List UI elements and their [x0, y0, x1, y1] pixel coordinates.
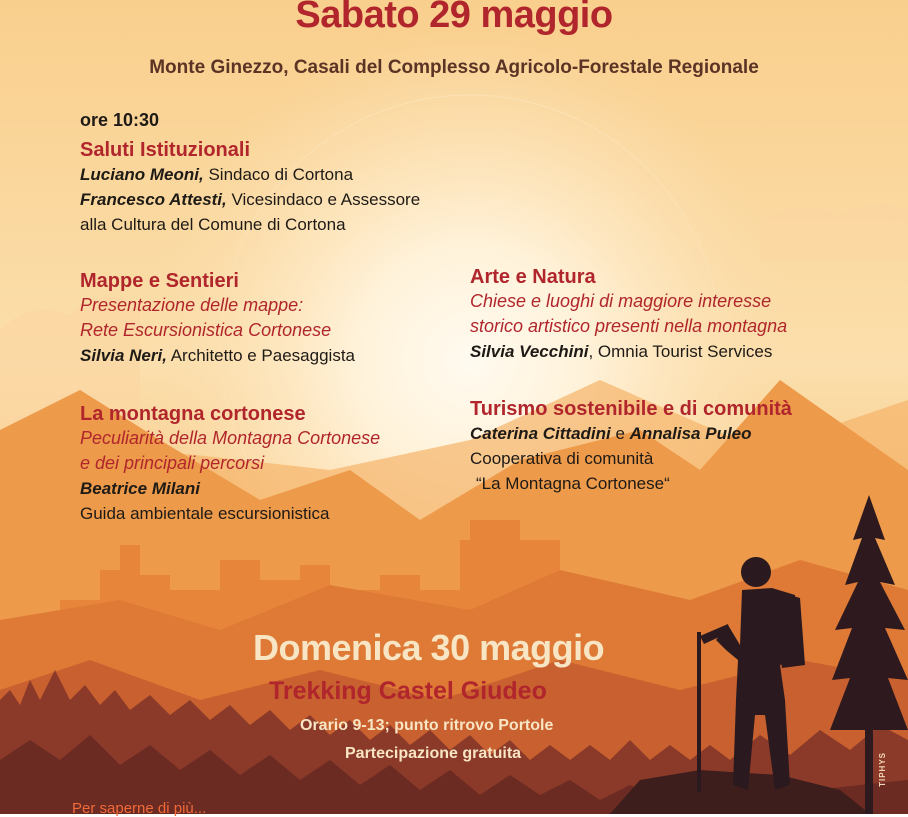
saluti-p1-name: Luciano Meoni, — [80, 165, 204, 184]
turismo-name-1: Caterina Cittadini — [470, 424, 611, 443]
day2-info-1: Orario 9-13; punto ritrovo Portole — [300, 717, 554, 734]
montagna-role: Guida ambientale escursionistica — [80, 504, 330, 523]
saluti-person-2 — [80, 187, 420, 212]
arte-person — [470, 339, 787, 364]
turismo-line-2: Cooperativa di comunità — [470, 449, 654, 468]
mappe-role: Architetto e Paesaggista — [166, 346, 355, 365]
artist-credit: TIPHYS — [878, 752, 887, 787]
day2-info-2: Partecipazione gratuita — [345, 745, 522, 762]
day1-title: Sabato 29 maggio — [295, 0, 613, 36]
mappe-sub-2: Rete Escursionistica Cortonese — [80, 320, 332, 340]
montagna-name: Beatrice Milani — [80, 479, 200, 498]
saluti-title: Saluti Istituzionali — [80, 139, 251, 161]
day2-title: Domenica 30 maggio — [253, 627, 605, 668]
montagna-sub-2: e dei principali percorsi — [80, 453, 265, 473]
turismo-title: Turismo sostenibile e di comunità — [470, 398, 792, 420]
saluti-p2-role-2: alla Cultura del Comune di Cortona — [80, 215, 346, 234]
day1-venue: Monte Ginezzo, Casali del Complesso Agricolo-Forestale Regionale — [149, 57, 759, 78]
arte-sub-2: storico artistico presenti nella montagna — [470, 316, 788, 336]
arte-role: , Omnia Tourist Services — [588, 342, 773, 361]
day1-time: ore 10:30 — [80, 110, 160, 130]
saluti-p2-name: Francesco Attesti, — [80, 190, 227, 209]
mappe-sub-1: Presentazione delle mappe: — [80, 295, 304, 315]
section-montagna — [80, 403, 380, 526]
mappe-name: Silvia Neri, — [80, 346, 167, 365]
day2-event: Trekking Castel Giudeo — [269, 677, 547, 705]
section-arte — [470, 266, 787, 364]
montagna-person — [80, 476, 380, 501]
section-turismo — [470, 398, 792, 496]
section-mappe — [80, 270, 355, 368]
turismo-name-2: Annalisa Puleo — [629, 424, 752, 443]
arte-sub-1: Chiese e luoghi di maggiore interesse — [470, 291, 772, 311]
saluti-p2-role: Vicesindaco e Assessore — [226, 190, 421, 209]
montagna-title: La montagna cortonese — [80, 403, 306, 425]
section-saluti — [80, 139, 420, 237]
mappe-title: Mappe e Sentieri — [80, 270, 239, 292]
turismo-persons — [470, 421, 792, 446]
saluti-p1-role: Sindaco di Cortona — [203, 165, 354, 184]
arte-name: Silvia Vecchini — [470, 342, 589, 361]
arte-title: Arte e Natura — [470, 266, 596, 288]
turismo-and: e — [610, 424, 630, 443]
montagna-sub-1: Peculiarità della Montagna Cortonese — [80, 428, 381, 448]
footer-text: Per saperne di più... — [72, 800, 207, 817]
saluti-person-1 — [80, 162, 420, 187]
turismo-line-3: “La Montagna Cortonese“ — [476, 474, 670, 493]
mappe-person — [80, 343, 355, 368]
